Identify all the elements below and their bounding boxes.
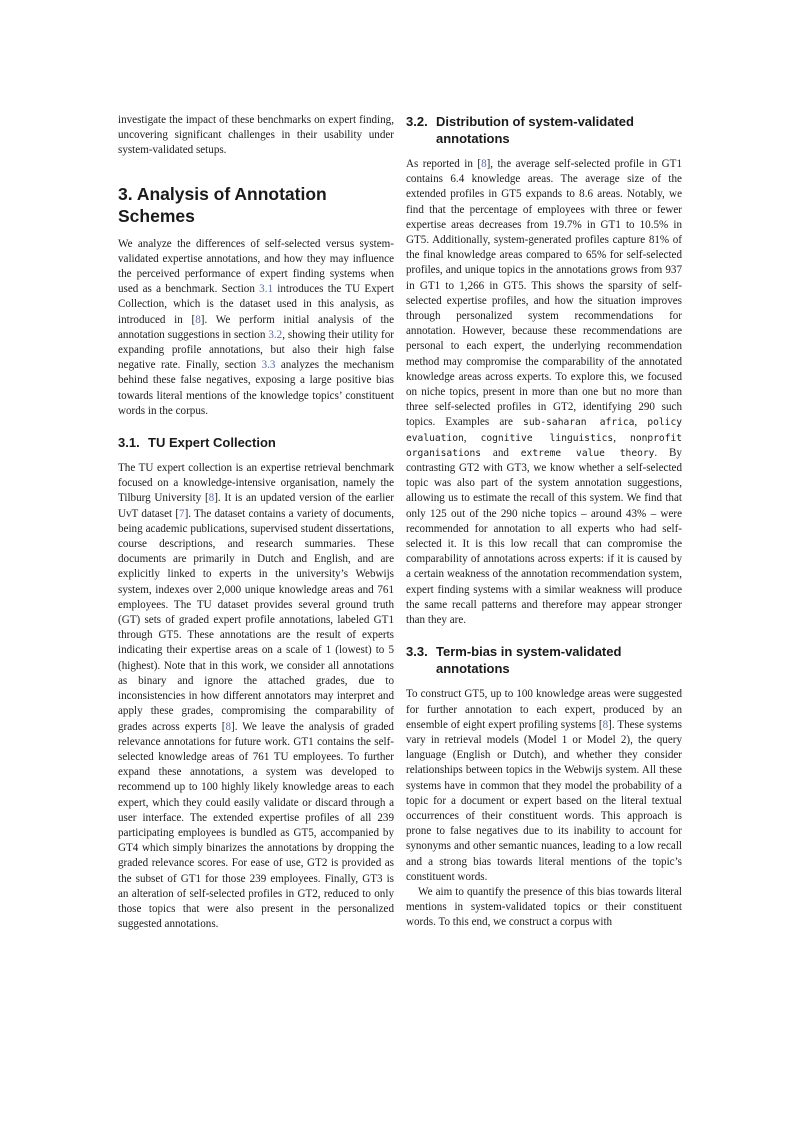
right-column	[406, 113, 682, 931]
section-3-3-paragraph-1	[406, 687, 682, 885]
text-run: . By contrasting GT2 with GT3, we know whether a self-selected topic was also part of the system annotation suggestions, allowing us to estimate the recall of this system. We find that only 125 out of the 290 niche topics – around 43% – were recommended for annotation to all experts who had self-selected it. It is this low recall that can compromise the comparability of annotations across experts: if it is caused by a certain weakness of the annotation recommendation system, expert finding systems with a similar weakness will produce the same recall patterns and therefore may appear stronger than they are.	[406, 446, 682, 627]
topic-code: cognitive linguistics	[480, 432, 614, 444]
text-run: To construct GT5, up to 100 knowledge areas were suggested for further annotation to each expert, produced by an ensemble of eight expert profiling systems [	[406, 688, 682, 731]
topic-code: extreme value theory	[520, 447, 655, 459]
subsection-number: 3.3.	[406, 644, 428, 660]
topic-code: policy evaluation	[406, 417, 682, 444]
section-3-2-paragraph	[406, 157, 682, 628]
intro-paragraph: investigate the impact of these benchmarks on expert finding, uncovering significant challenges in their usability under system-validated setups.	[118, 114, 394, 157]
section-3-heading	[118, 183, 394, 227]
subsection-title: Distribution of system-validated annotations	[436, 114, 634, 146]
text-run: As reported in [	[406, 158, 482, 170]
citation-link[interactable]: 7	[179, 507, 185, 520]
section-3-1-paragraph	[118, 461, 394, 932]
citation-link[interactable]: 8	[481, 158, 487, 170]
text-run: ]. We perform initial analysis of the annotation suggestions in section	[118, 313, 395, 341]
section-3-3-paragraph-2: We aim to quantify the presence of this bias towards literal mentions in system-validated topics or their constituent words. To this end, we construct a corpus with	[406, 885, 682, 929]
text-run: ]. We leave the analysis of graded relevance annotations for future work. GT1 contains the self-selected knowledge areas of 761 TU employees. To further expand these annotations, a system was developed to recommend up to 100 highly likely knowledge areas to each expert, which they could easily validate or discard through a user interface. The extended expertise profiles of all 239 participating employees is bundled as GT5, accompanied by GT4 which simply binarizes the annotations by dropping the graded relevance scores. For ease of use, GT2 is provided as the subset of GT1 for those 239 employees. Finally, GT3 is an alteration of self-selected profiles in GT2, reduced to only those topics that were also present in the personalized suggested annotations.	[118, 720, 394, 931]
section-3-3-heading	[406, 643, 682, 677]
text-run: , showing their utility for expanding profile annotations, but also their high false negative rate. Finally, section	[118, 328, 394, 372]
topic-code: nonprofit organisations	[406, 432, 683, 459]
topic-code: sub-saharan africa	[523, 417, 635, 429]
section-link[interactable]: 3.3	[261, 359, 276, 372]
citation-link[interactable]: 8	[208, 492, 215, 505]
text-run: ,	[634, 416, 648, 429]
text-run: and	[481, 446, 521, 459]
text-run: ]. The dataset contains a variety of documents, being academic publications, supervised student dissertations, course descriptions, and research summaries. These documents are primarily in Dutch and English, and are explicitly linked to experts in the university’s Webwijs system, indexes over 2,000 unique knowledge areas and 761 employees. The TU dataset provides several ground truth (GT) sets of graded expert profile annotations, labeled GT1 through GT5. These annotations are the result of experts indicating their expertise areas on a scale of 1 (lowest) to 5 (highest). Note that in this work, we consider all annotations as binary and ignore the attached grades, due to inconsistencies in how different annotators may interpret and apply these grades, compromising the comparability of grades across experts [	[118, 507, 394, 733]
text-run: We analyze the differences of self-selected versus system-validated expertise annotations, and how they may influence the perceived performance of expert finding systems when used as a benchmark. Section	[118, 237, 394, 296]
section-number: 3.	[118, 183, 133, 204]
subsection-number: 3.2.	[406, 114, 428, 129]
subsection-title: TU Expert Collection	[148, 435, 276, 451]
left-column	[118, 113, 394, 932]
text-run: ,	[463, 431, 481, 444]
citation-link[interactable]: 8	[195, 313, 201, 326]
section-3-1-heading	[118, 434, 394, 451]
text-run: analyzes the mechanism behind these false negatives, exposing a large positive bias towards literal mentions of the knowledge topics’ constituent words in the corpus.	[118, 359, 394, 417]
text-run: ,	[613, 431, 631, 444]
subsection-number: 3.1.	[118, 435, 140, 451]
subsection-title: Term-bias in system-validated annotations	[436, 644, 622, 677]
text-run: ]. These systems vary in retrieval models (Model 1 or Model 2), the query language (English or Dutch), and whether they consider relationships between topics in the Webwijs system. All these systems have in common that they model the probability of a topic for a document or expert based on the literal textual occurrences of their constituent words. This approach is prone to false negatives due to its inability to account for synonyms and other semantic nuances, leading to a low recall and a strong bias towards literal mentions of the topic’s constituent words.	[406, 718, 682, 883]
section-link[interactable]: 3.1	[259, 283, 274, 296]
section-link[interactable]: 3.2	[268, 328, 283, 341]
section-title: Analysis of Annotation Schemes	[118, 183, 327, 226]
text-run: The TU expert collection is an expertise retrieval benchmark focused on a knowledge-intensive organisation, namely the Tilburg University [	[118, 462, 394, 505]
text-run: introduces the TU Expert Collection, which is the dataset used in this analysis, as introduced in [	[118, 283, 394, 326]
section-3-2-heading	[406, 113, 682, 147]
citation-link[interactable]: 8	[225, 720, 231, 733]
text-run: ], the average self-selected profile in GT1 contains 6.4 knowledge areas. The average size of the extended profiles in GT5 expands to 8.6 areas. Notably, we find that the percentage of employees with three or fewer expertise areas decreases from 19.7% in GT1 to 10.5% in GT5. Additionally, system-generated profiles capture 81% of the final knowledge areas compared to 65% for self-selected profiles, and unique topics in the annotations grows from 937 in GT1 to 1,266 in GT5. This shows the sparsity of self-selected expertise profiles, and how the situation improves through personalized system recommendations for annotation. However, because these recommendations are personal to each expert, the underlying recommendation method may compromise the comparability of the annotated knowledge areas across experts. To explore this, we focused on niche topics, present in more than one but no more than three self-selected profiles in GT2, identifying 290 such topics. Examples are	[406, 158, 682, 429]
section-3-paragraph	[118, 237, 394, 419]
citation-link[interactable]: 8	[602, 718, 609, 731]
text-run: ]. It is an updated version of the earlier UvT dataset [	[118, 492, 395, 520]
